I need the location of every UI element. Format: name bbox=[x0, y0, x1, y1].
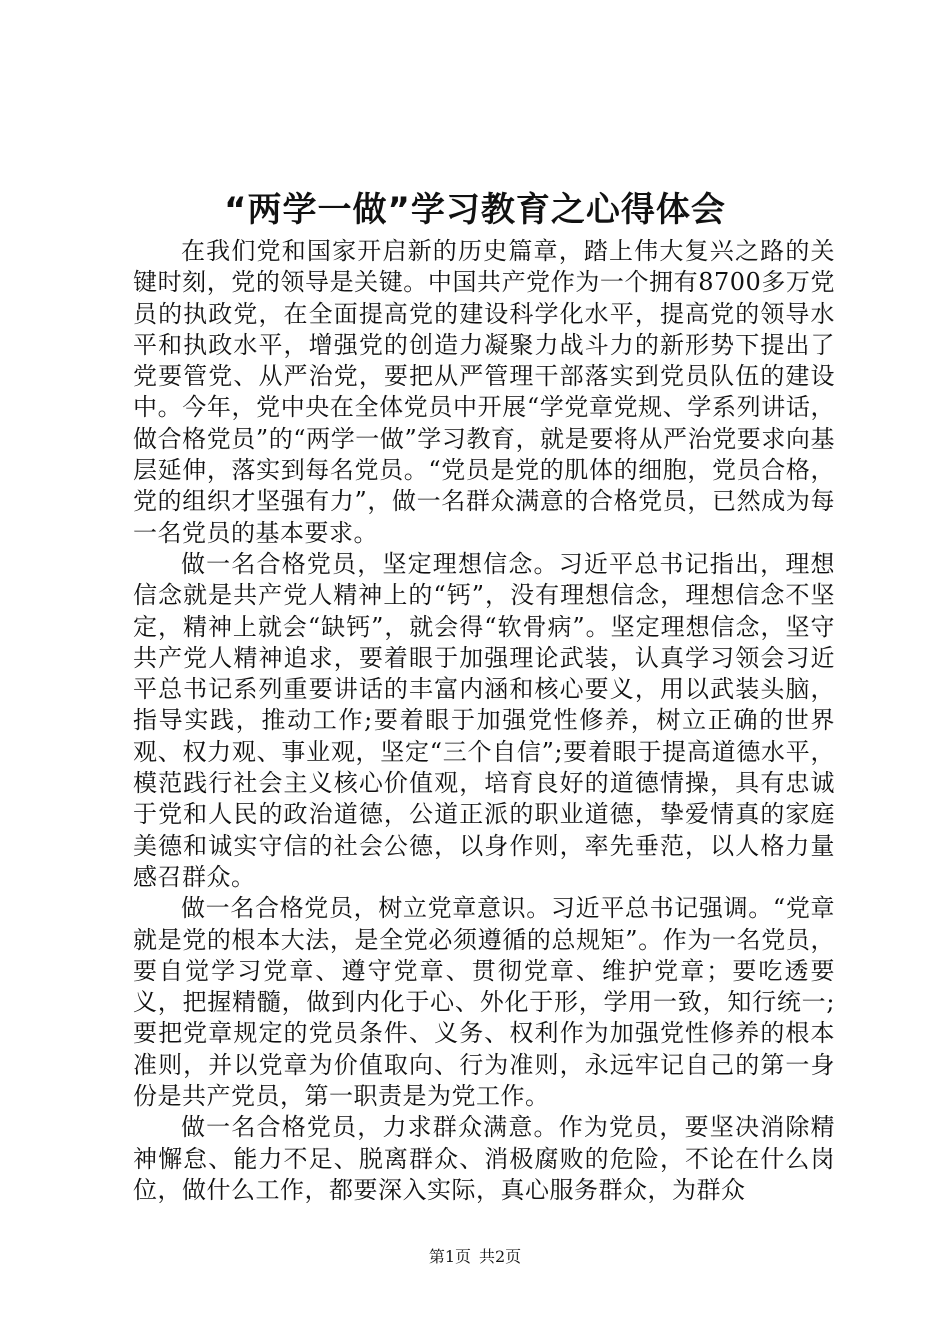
page-number: 第1页 bbox=[428, 1247, 471, 1266]
paragraph-ideals: 做一名合格党员，坚定理想信念。习近平总书记指出，理想信念就是共产党人精神上的“钙”，没有理想信念，理想信念不坚定，精神上就会“缺钙”，就会得“软骨病”。坚定理想信念，坚守共产党人精神追求，要着眼于加强理论武装，认真学习领会习近平总书记系列重要讲话的丰富内涵和核心要义，用以武装头脑，指导实践，推动工作;要着眼于加强党性修养，树立正确的世界观、权力观、事业观，坚定“三个自信”;要着眼于提高道德水平，模范践行社会主义核心价值观，培育良好的道德情操，具有忠诚于党和人民的政治道德，公道正派的职业道德，挚爱情真的家庭美德和诚实守信的社会公德，以身作则，率先垂范，以人格力量感召群众。 bbox=[133, 549, 835, 891]
paragraph-intro: 在我们党和国家开启新的历史篇章，踏上伟大复兴之路的关键时刻，党的领导是关键。中国共产党作为一个拥有8700多万党员的执政党，在全面提高党的建设科学化水平，提高党的领导水平和执政水平，增强党的创造力凝聚力战斗力的新形势下提出了党要管党、从严治党，要把从严管理干部落实到党员队伍的建设中。今年，党中央在全体党员中开展“学党章党规、学系列讲话，做合格党员”的“两学一做”学习教育，就是要将从严治党要求向基层延伸，落实到每名党员。“党员是党的肌体的细胞，党员合格，党的组织才坚强有力”，做一名群众满意的合格党员，已然成为每一名党员的基本要求。 bbox=[133, 237, 835, 547]
paragraph-charter: 做一名合格党员，树立党章意识。习近平总书记强调。“党章就是党的根本大法，是全党必须遵循的总规矩”。作为一名党员，要自觉学习党章、遵守党章、贯彻党章、维护党章；要吃透要义，把握精髓，做到内化于心、外化于形，学用一致，知行统一;要把党章规定的党员条件、义务、权利作为加强党性修养的根本准则，并以党章为价值取向、行为准则，永远牢记自己的第一身份是共产党员，第一职责是为党工作。 bbox=[133, 894, 835, 1111]
page-footer bbox=[0, 1247, 950, 1267]
page-total: 共2页 bbox=[479, 1247, 522, 1266]
document-body bbox=[133, 236, 835, 1206]
document-title: “两学一做”学习教育之心得体会 bbox=[224, 190, 726, 230]
paragraph-masses: 做一名合格党员，力求群众满意。作为党员，要坚决消除精神懈怠、能力不足、脱离群众、消极腐败的危险，不论在什么岗位，做什么工作，都要深入实际，真心服务群众，为群众 bbox=[133, 1113, 835, 1204]
